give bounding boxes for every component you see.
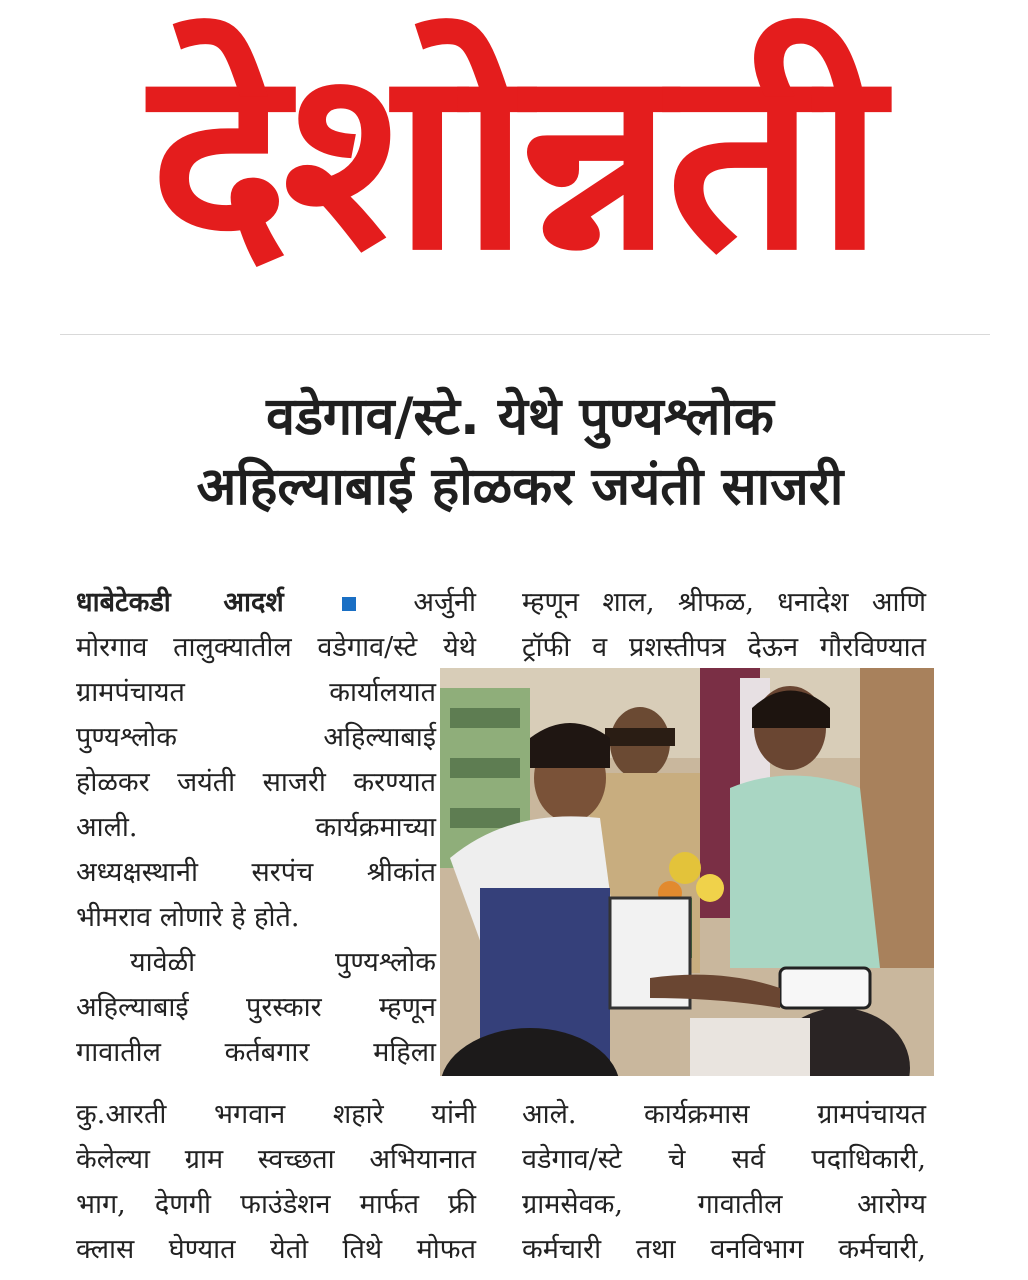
article-text: आले. कार्यक्रमास ग्रामपंचायत — [522, 1099, 926, 1130]
headline-line-2: अहिल्याबाई होळकर जयंती साजरी — [196, 457, 844, 517]
article-text: ग्रामसेवक, गावातील आरोग्य — [522, 1189, 926, 1220]
byline: धाबेटेकडी आदर्श — [76, 587, 284, 618]
article-column-right-bottom — [522, 1092, 926, 1272]
article-text: वडेगाव/स्टे चे सर्व पदाधिकारी, — [522, 1144, 926, 1175]
article-column-left — [76, 580, 476, 1075]
article-text: अध्यक्षस्थानी सरपंच श्रीकांत — [76, 857, 436, 888]
article-text: पुण्यश्लोक अहिल्याबाई — [76, 722, 436, 753]
article-column-left-bottom — [76, 1092, 476, 1272]
article-text: केलेल्या ग्राम स्वच्छता अभियानात — [76, 1144, 476, 1175]
article-headline — [60, 382, 980, 522]
article-text: आली. कार्यक्रमाच्या — [76, 812, 436, 843]
award-ceremony-photo — [440, 668, 934, 1076]
newspaper-title: देशोन्नती — [150, 14, 878, 305]
article-text: भाग, देणगी फाउंडेशन मार्फत फ्री — [76, 1189, 476, 1220]
masthead — [0, 0, 1028, 320]
article-text: कु.आरती भगवान शहारे यांनी — [76, 1099, 476, 1130]
event-photo — [440, 668, 934, 1076]
headline-line-1: वडेगाव/स्टे. येथे पुण्यश्लोक — [266, 387, 774, 447]
article-column-right-top — [522, 580, 926, 670]
article-text: भीमराव लोणारे हे होते. — [76, 902, 300, 933]
article-text: म्हणून शाल, श्रीफळ, धनादेश आणि — [522, 587, 926, 618]
article-text: कर्मचारी तथा वनविभाग कर्मचारी, — [522, 1234, 926, 1265]
byline-line — [76, 580, 476, 625]
divider — [60, 334, 990, 335]
article-text: ग्रामपंचायत कार्यालयात — [76, 677, 436, 708]
article-text: क्लास घेण्यात येतो तिथे मोफत — [76, 1234, 476, 1265]
article-text: गावातील कर्तबगार महिला — [76, 1037, 436, 1068]
article-text: यावेळी पुण्यश्लोक — [130, 947, 436, 978]
article-text: होळकर जयंती साजरी करण्यात — [76, 767, 436, 798]
article-text: अहिल्याबाई पुरस्कार म्हणून — [76, 992, 436, 1023]
article-text: अर्जुनी — [413, 587, 476, 618]
article-text: ट्रॉफी व प्रशस्तीपत्र देऊन गौरविण्यात — [522, 632, 926, 663]
article-text: मोरगाव तालुक्यातील वडेगाव/स्टे येथे — [76, 632, 476, 663]
bullet-icon — [342, 597, 356, 611]
